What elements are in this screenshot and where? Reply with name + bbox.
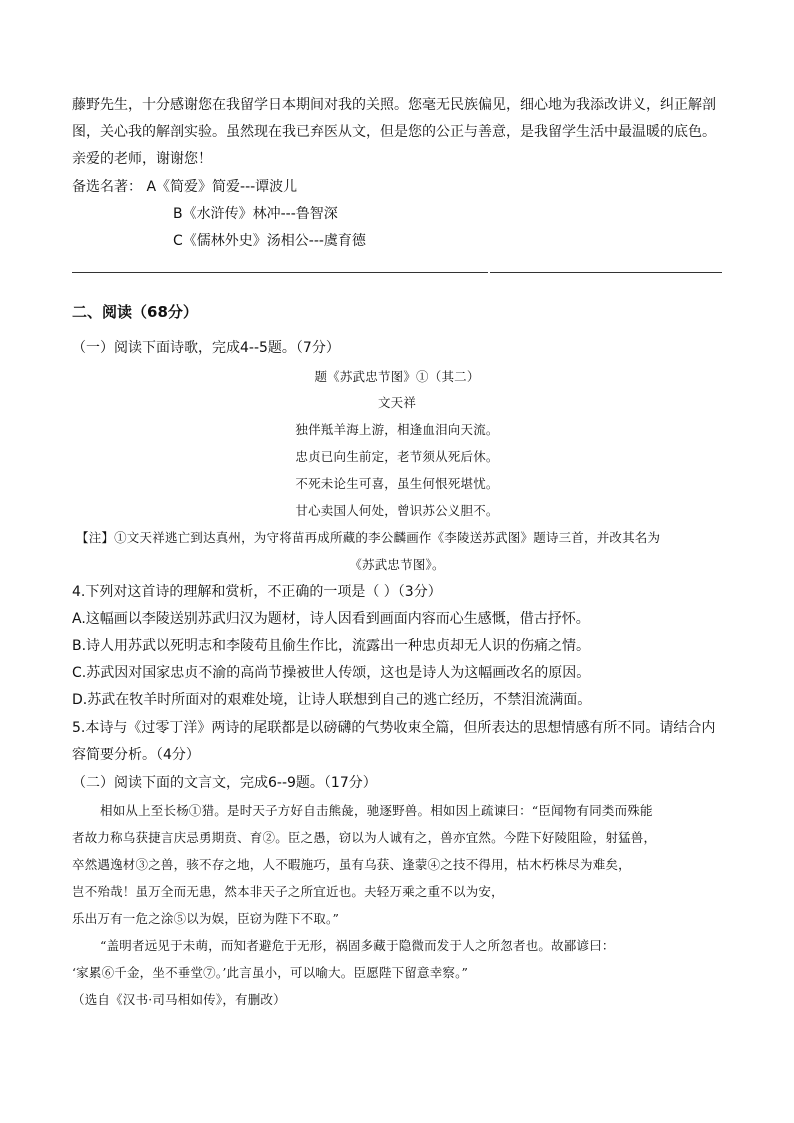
poem-line-4: 甘心卖国人何处，曾识苏公义胆不。 <box>295 503 499 518</box>
classical-instruction: （二）阅读下面的文言文，完成6--9题。（17分） <box>72 775 377 791</box>
option-c: C《儒林外史》汤相公---虞育德 <box>173 233 366 249</box>
poem-line-2: 忠贞已向生前定，老节须从死后休。 <box>295 449 499 464</box>
poem-title: 题《苏武忠节图》①（其二） <box>314 369 480 384</box>
classical-p2-line-1: “盖明者远见于未萌，而知者避危于无形，祸固多藏于隐微而发于人之所忽者也。故鄙谚曰： <box>100 938 615 953</box>
poem-line-1: 独伴羝羊海上游，相逢血泪向天流。 <box>295 422 499 437</box>
question-4-option-c: C.苏武因对国家忠贞不渝的高尚节操被世人传颂，这也是诗人为这幅画改名的原因。 <box>72 665 591 681</box>
poem-author: 文天祥 <box>377 395 417 410</box>
section2-heading: 二、阅读（68分） <box>72 303 198 321</box>
letter-line-2: 图，关心我的解剖实验。虽然现在我已弃医从文，但是您的公正与善意，是我留学生活中最温暖的底色。 <box>72 124 716 140</box>
letter-line-1: 藤野先生，十分感谢您在我留学日本期间对我的关照。您毫无民族偏见，细心地为我添改讲义，纠正解剖 <box>72 97 716 113</box>
poem-note-2: 《苏武忠节图》。 <box>349 557 445 572</box>
options-lead: 备选名著： <box>72 179 142 195</box>
options-line-a <box>72 178 297 196</box>
divider-right <box>490 272 722 273</box>
poem-note-1: 【注】①文天祥逃亡到达真州，为守将苗再成所藏的李公麟画作《李陵送苏武图》题诗三首，并改其名为 <box>76 530 661 545</box>
option-b: B《水浒传》林冲---鲁智深 <box>173 206 338 222</box>
classical-p1-line-4: 岂不殆哉！虽万全而无患，然本非天子之所宜近也。夫轻万乘之重不以为安， <box>72 884 504 899</box>
classical-p1-line-2: 者故力称乌获捷言庆忌勇期贲、育②。臣之愚，窃以为人诚有之，兽亦宜然。今陛下好陵阻险，射猛兽， <box>72 830 657 845</box>
option-a: A《简爱》简爱---谭波儿 <box>146 179 298 195</box>
poem-line-3: 不死未论生可喜，虽生何恨死堪忧。 <box>295 476 499 491</box>
question-5-line-2: 容简要分析。（4分） <box>72 747 200 763</box>
question-4-option-a: A.这幅画以李陵送别苏武归汉为题材，诗人因看到画面内容而心生感慨，借古抒怀。 <box>72 611 590 627</box>
classical-p1-line-5: 乐出万有一危之涂⑤以为娱，臣窃为陛下不取。” <box>72 911 340 926</box>
question-5-line-1: 5.本诗与《过零丁洋》两诗的尾联都是以磅礴的气势收束全篇，但所表达的思想情感有所不同。请结合内 <box>72 720 716 736</box>
classical-p1-line-3: 卒然遇逸材③之兽，骇不存之地，人不暇施巧，虽有乌获、逢蒙④之技不得用，枯木朽株尽为难矣， <box>72 857 631 872</box>
classical-source: （选自《汉书·司马相如传》，有删改） <box>72 992 286 1007</box>
classical-p2-line-2: ‘家累⑥千金，坐不垂堂⑦。’此言虽小，可以喻大。臣愿陛下留意幸察。” <box>72 965 469 980</box>
question-4-option-b: B.诗人用苏武以死明志和李陵苟且偷生作比，流露出一种忠贞却无人识的伤痛之情。 <box>72 638 591 654</box>
question-4-option-d: D.苏武在牧羊时所面对的艰难处境，让诗人联想到自己的逃亡经历，不禁泪流满面。 <box>72 692 592 708</box>
question-4-stem: 4.下列对这首诗的理解和赏析，不正确的一项是（ ）（3分） <box>72 584 442 600</box>
divider-left <box>72 272 488 273</box>
classical-p1-line-1: 相如从上至长杨①猎。是时天子方好自击熊彘，驰逐野兽。相如因上疏谏曰：“臣闻物有同类而殊能 <box>100 803 653 818</box>
letter-line-3: 亲爱的老师，谢谢您！ <box>72 151 212 167</box>
poem-instruction: （一）阅读下面诗歌，完成4--5题。（7分） <box>72 340 340 356</box>
